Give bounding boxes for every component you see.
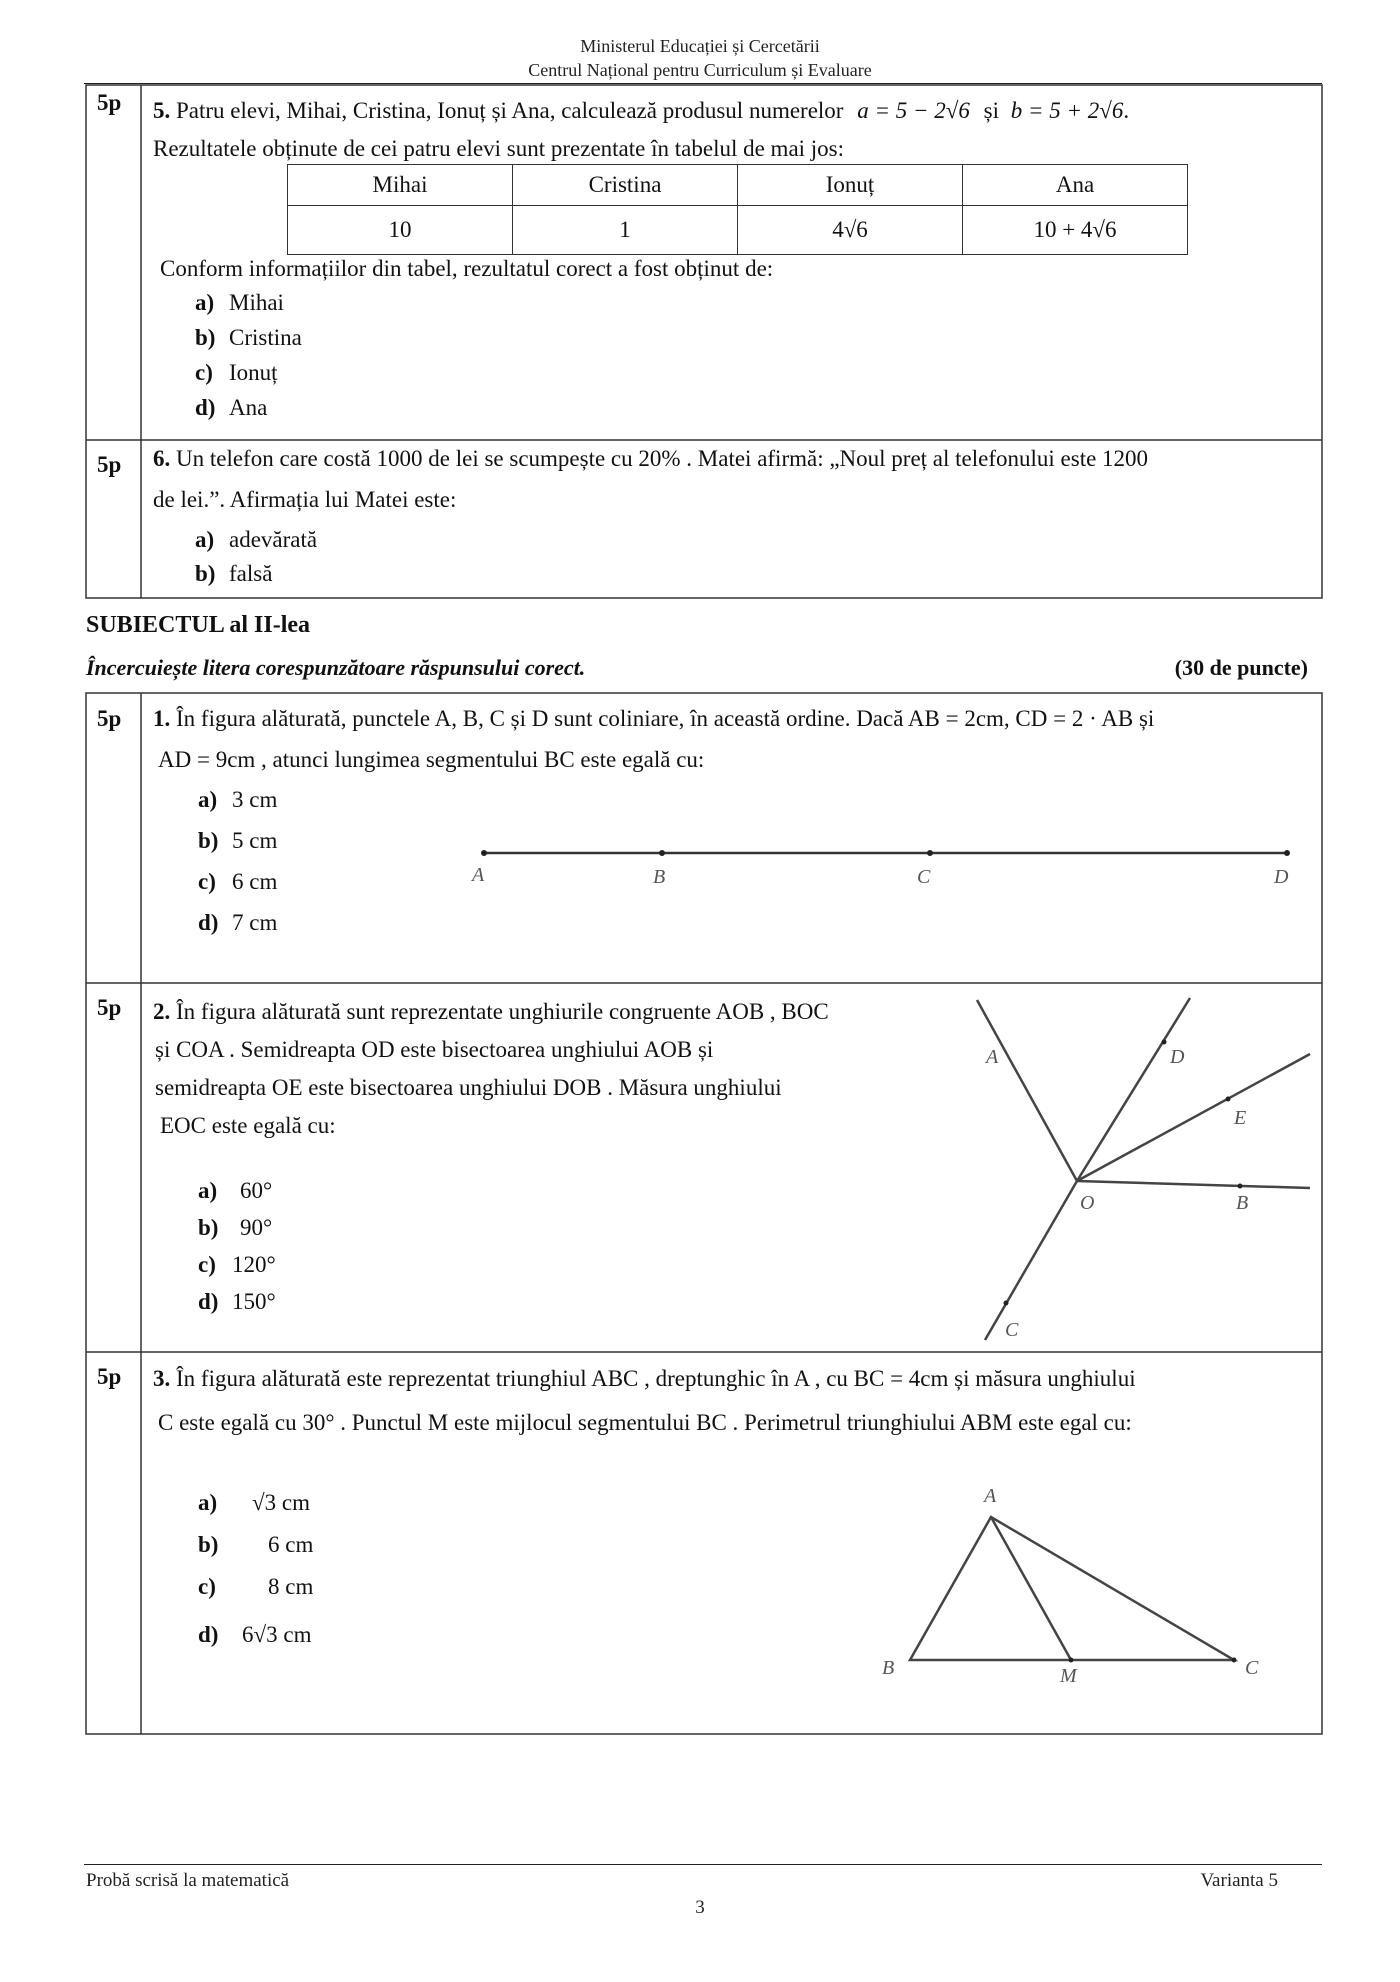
option-letter: a) [195,290,215,315]
option-text: 6 cm [232,869,278,894]
s2q2-line1: În figura alăturată sunt reprezentate unghiurile congruente AOB , BOC [176,999,829,1024]
footer-left: Probă scrisă la matematică [86,1870,290,1891]
q5-table-header: Cristina [513,165,738,206]
s2q3-text2: C este egală cu 30° . Punctul M este mijlocul segmentului BC . Perimetrul triunghiului ABM este egal cu: [158,1410,1132,1435]
option-letter: b) [198,828,219,853]
option-letter: b) [195,325,216,350]
q5-number: 5. [153,98,171,123]
option-letter: d) [198,1622,219,1647]
footer-right: Varianta 5 [1200,1870,1278,1891]
q5-and: și [983,98,999,123]
option-text: 120° [232,1252,276,1277]
option-letter: b) [198,1215,219,1240]
s2q3-number: 3. [153,1366,171,1391]
label-d: D [1170,1046,1185,1068]
label-e: E [1234,1107,1247,1129]
option-letter: c) [195,360,213,385]
option-letter: b) [198,1532,219,1557]
option-text: 6√3 cm [242,1622,312,1647]
q5-table-value: 10 [288,206,513,255]
q5-table-value: 1 [513,206,738,255]
q6-number: 6. [153,446,171,471]
option-text: 5 cm [232,828,278,853]
option-letter: d) [198,910,219,935]
triangle-abc [910,1517,1234,1660]
option-text: Ionuț [229,360,278,385]
s2q3-text1: În figura alăturată este reprezentat triunghiul ABC , dreptunghic în A , cu BC = 4cm și măsura unghiului [176,1366,1136,1391]
point-m [1069,1658,1074,1663]
option-letter: b) [195,561,216,586]
s2q1-points: 5p [97,706,122,731]
option-letter: a) [198,1490,218,1515]
option-text: 3 cm [232,787,278,812]
option-text: 60° [240,1178,273,1203]
q5-table-value: 10 + 4√6 [963,206,1188,255]
footer-rule [84,1864,1322,1865]
label-m: M [1060,1665,1077,1687]
label-a: A [984,1485,997,1507]
option-text: Cristina [229,325,302,350]
label-a: A [986,1046,999,1068]
q5-points: 5p [97,90,122,115]
s2q1-text2: AD = 9cm , atunci lungimea segmentului BC este egală cu: [158,747,705,772]
option-text: 8 cm [268,1574,314,1599]
median-am [991,1517,1071,1660]
s2q2-points: 5p [97,995,122,1020]
option-text: 6 cm [268,1532,314,1557]
option-letter: c) [198,1252,216,1277]
option-text: falsă [229,561,273,586]
label-a: A [472,864,485,886]
q5-text1: Patru elevi, Mihai, Cristina, Ionuț și Ana, calculează produsul numerelor [176,98,844,123]
header-center: Centrul Național pentru Curriculum și Evaluare [528,60,872,80]
option-text: 150° [232,1289,276,1314]
option-text: Ana [229,395,268,420]
q5-table-header: Mihai [288,165,513,206]
q5-table-header: Ana [963,165,1188,206]
option-letter: a) [198,1178,218,1203]
option-text: √3 cm [252,1490,310,1515]
label-b: B [882,1657,895,1679]
s2q2-line2: și COA . Semidreapta OD este bisectoarea unghiului AOB și [155,1037,714,1062]
label-b: B [653,866,666,888]
label-c: C [1005,1319,1019,1341]
q6-text2: de lei.”. Afirmația lui Matei este: [153,487,457,512]
option-text: Mihai [229,290,284,315]
s2q2-line3: semidreapta OE este bisectoarea unghiului DOB . Măsura unghiului [155,1075,782,1100]
label-d: D [1274,866,1289,888]
option-letter: d) [195,395,216,420]
section-title: SUBIECTUL al II-lea [86,612,311,638]
option-text: adevărată [229,527,318,552]
label-o: O [1080,1192,1095,1214]
s2q1-text1: În figura alăturată, punctele A, B, C și D sunt coliniare, în această ordine. Dacă AB = 2cm, CD = 2 · AB și [176,706,1155,731]
q5-text3: Conform informațiilor din tabel, rezultatul corect a fost obținut de: [160,256,774,281]
q5-text2: Rezultatele obținute de cei patru elevi sunt prezentate în tabelul de mai jos: [153,136,845,161]
q5-table-header: Ionuț [738,165,963,206]
option-letter: a) [195,527,215,552]
page-number: 3 [695,1897,705,1918]
option-letter: a) [198,787,218,812]
option-letter: c) [198,1574,216,1599]
s2q2-line4: EOC este egală cu: [160,1113,336,1138]
q5-table-value: 4√6 [738,206,963,255]
q6-text1: Un telefon care costă 1000 de lei se scumpește cu 20% . Matei afirmă: „Noul preț al telefonului este 1200 [176,446,1149,471]
q5-expr-a: a = 5 − 2√6 [857,98,970,123]
section-instruction: Încercuiește litera corespunzătoare răspunsului corect. [86,655,586,680]
option-text: 90° [240,1215,273,1240]
s2q2-number: 2. [153,999,171,1024]
option-letter: c) [198,869,216,894]
option-letter: d) [198,1289,219,1314]
s2q3-points: 5p [97,1364,122,1389]
point-c [1232,1658,1237,1663]
q5-statement: 5. Patru elevi, Mihai, Cristina, Ionuț și Ana, calculează produsul numerelor a = 5 − 2√6 și b = 5 + 2√6. [153,98,1130,123]
label-c: C [1245,1657,1259,1679]
q6-points: 5p [97,452,122,477]
q5-expr-b: b = 5 + 2√6 [1010,98,1124,123]
section-points: (30 de puncte) [1174,655,1308,680]
option-text: 7 cm [232,910,278,935]
label-b: B [1236,1192,1249,1214]
label-c: C [917,866,931,888]
header-ministry: Ministerul Educației și Cercetării [580,36,820,56]
s2q1-number: 1. [153,706,171,731]
